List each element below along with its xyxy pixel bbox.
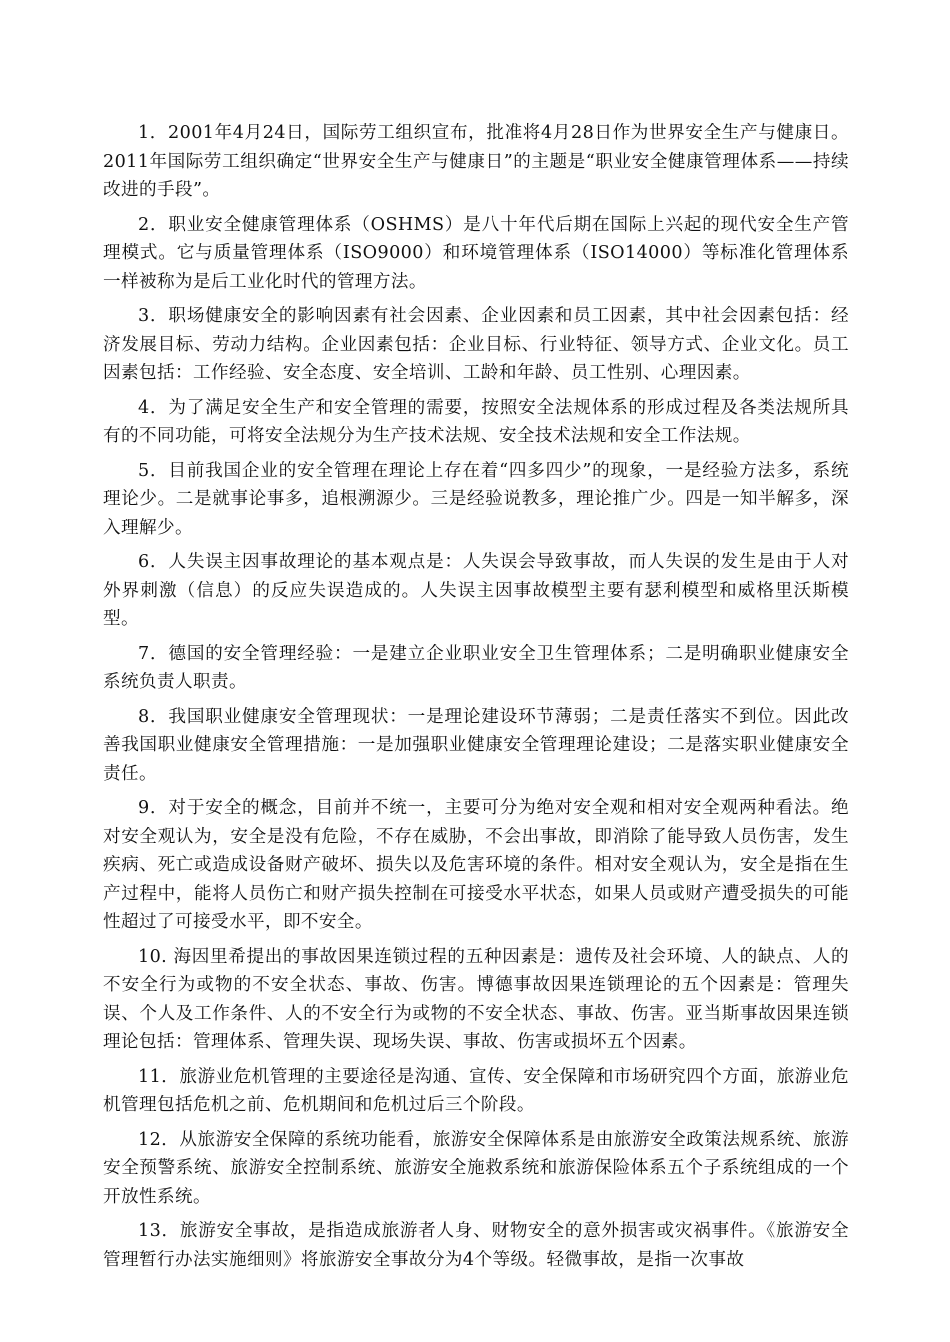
paragraph-11: 11．旅游业危机管理的主要途径是沟通、宣传、安全保障和市场研究四个方面，旅游业危机管理包括危机之前、危机期间和危机过后三个阶段。 [103, 1066, 849, 1115]
paragraph-8: 8．我国职业健康安全管理现状：一是理论建设环节薄弱；二是责任落实不到位。因此改善我国职业健康安全管理措施：一是加强职业健康安全管理理论建设；二是落实职业健康安全责任。 [103, 706, 849, 784]
paragraph-12: 12．从旅游安全保障的系统功能看，旅游安全保障体系是由旅游安全政策法规系统、旅游安全预警系统、旅游安全控制系统、旅游安全施救系统和旅游保险体系五个子系统组成的一个开放性系统。 [103, 1129, 849, 1207]
paragraph-6: 6．人失误主因事故理论的基本观点是：人失误会导致事故，而人失误的发生是由于人对外界刺激（信息）的反应失误造成的。人失误主因事故模型主要有瑟利模型和威格里沃斯模型。 [103, 552, 849, 629]
paragraph-2: 2．职业安全健康管理体系（OSHMS）是八十年代后期在国际上兴起的现代安全生产管理模式。它与质量管理体系（ISO9000）和环境管理体系（ISO14000）等标准化管理体系一样被称为是后工业化时代的管理方法。 [103, 214, 849, 292]
paragraph-4: 4．为了满足安全生产和安全管理的需要，按照安全法规体系的形成过程及各类法规所具有的不同功能，可将安全法规分为生产技术法规、安全技术法规和安全工作法规。 [103, 397, 849, 446]
document-body [103, 119, 849, 1280]
paragraph-9: 9．对于安全的概念，目前并不统一，主要可分为绝对安全观和相对安全观两种看法。绝对安全观认为，安全是没有危险，不存在威胁，不会出事故，即消除了能导致人员伤害，发生疾病、死亡或造成设备财产破坏、损失以及危害环境的条件。相对安全观认为，安全是指在生产过程中，能将人员伤亡和财产损失控制在可接受水平状态，如果人员或财产遭受损失的可能性超过了可接受水平，即不安全。 [103, 798, 849, 932]
paragraph-3: 3．职场健康安全的影响因素有社会因素、企业因素和员工因素，其中社会因素包括：经济发展目标、劳动力结构。企业因素包括：企业目标、行业特征、领导方式、企业文化。员工因素包括：工作经验、安全态度、安全培训、工龄和年龄、员工性别、心理因素。 [103, 306, 849, 383]
paragraph-1: 1．2001年4月24日，国际劳工组织宣布，批准将4月28日作为世界安全生产与健康日。2011年国际劳工组织确定“世界安全生产与健康日”的主题是“职业安全健康管理体系——持续改进的手段”。 [103, 123, 849, 200]
paragraph-7: 7．德国的安全管理经验：一是建立企业职业安全卫生管理体系；二是明确职业健康安全系统负责人职责。 [103, 643, 849, 692]
paragraph-13: 13．旅游安全事故，是指造成旅游者人身、财物安全的意外损害或灾祸事件。《旅游安全管理暂行办法实施细则》将旅游安全事故分为4个等级。轻微事故，是指一次事故 [103, 1221, 849, 1270]
paragraph-10: 10. 海因里希提出的事故因果连锁过程的五种因素是：遗传及社会环境、人的缺点、人的不安全行为或物的不安全状态、事故、伤害。博德事故因果连锁理论的五个因素是：管理失误、个人及工作条件、人的不安全行为或物的不安全状态、事故、伤害。亚当斯事故因果连锁理论包括：管理体系、管理失误、现场失误、事故、伤害或损坏五个因素。 [103, 946, 849, 1052]
paragraph-5: 5．目前我国企业的安全管理在理论上存在着“四多四少”的现象，一是经验方法多，系统理论少。二是就事论事多，追根溯源少。三是经验说教多，理论推广少。四是一知半解多，深入理解少。 [103, 460, 849, 538]
